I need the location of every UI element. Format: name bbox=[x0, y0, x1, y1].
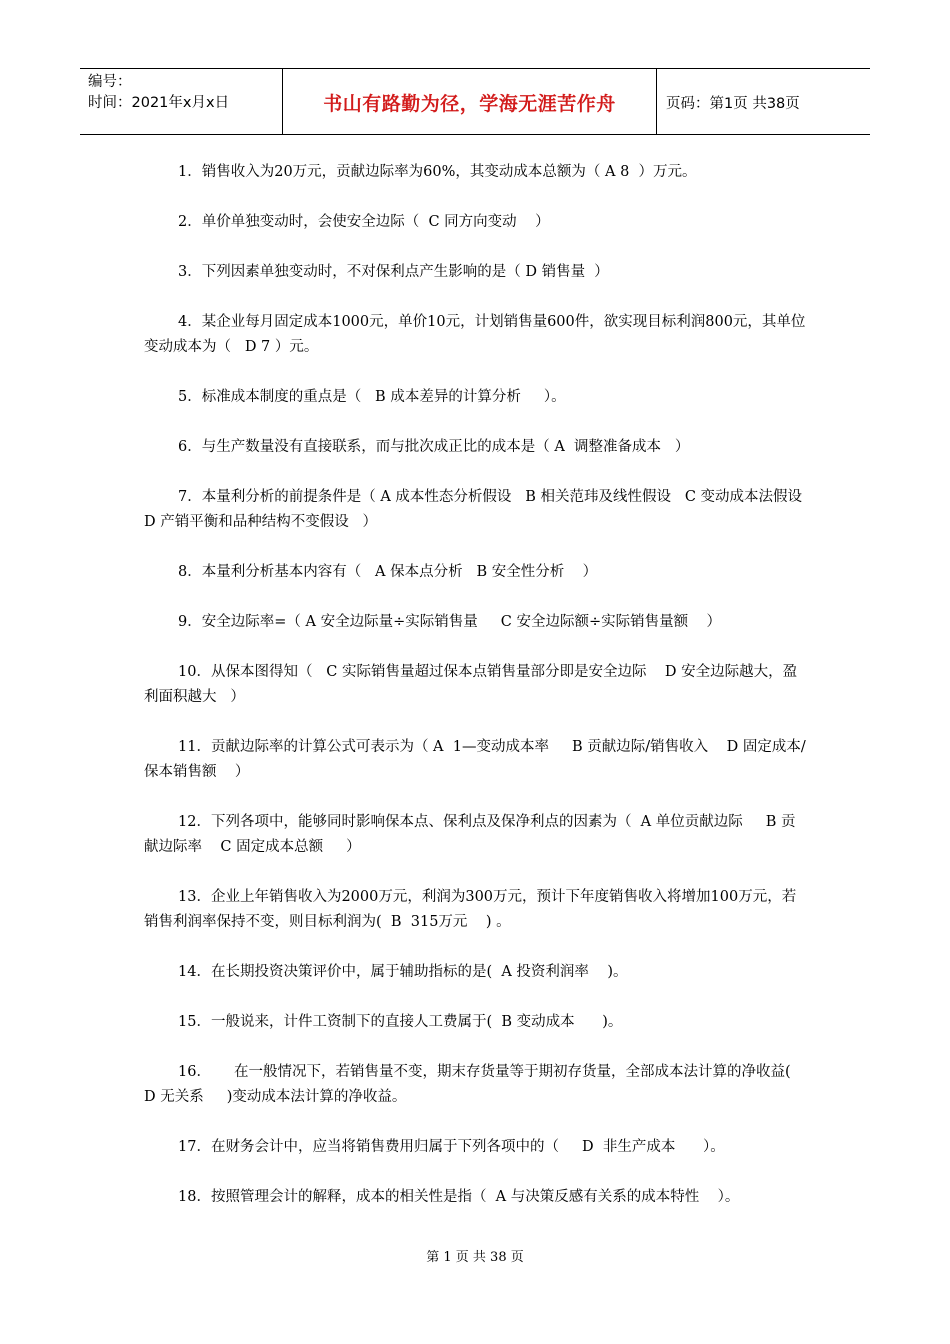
question-item: 18．按照管理会计的解释，成本的相关性是指（ A 与决策反感有关系的成本特性 ）。 bbox=[178, 1189, 740, 1205]
header-motto-cell bbox=[282, 69, 657, 134]
time-label: 时间：2021年x月x日 bbox=[88, 95, 230, 111]
question-item: 14．在长期投资决策评价中，属于辅助指标的是( A 投资利润率 )。 bbox=[178, 964, 628, 980]
question-list bbox=[144, 160, 816, 1210]
document-header bbox=[80, 68, 870, 135]
question-item: 7．本量利分析的前提条件是（ A 成本性态分析假设 B 相关范玮及线性假设 C 变动成本法假设 D 产销平衡和品种结构不变假设 ） bbox=[144, 489, 816, 530]
question-item: 15．一般说来，计件工资制下的直接人工费属于( B 变动成本 )。 bbox=[178, 1014, 623, 1030]
question-item: 3．下列因素单独变动时，不对保利点产生影响的是（ D 销售量 ） bbox=[178, 264, 609, 280]
header-page-info-cell bbox=[657, 69, 870, 134]
question-item: 16． 在一般情况下，若销售量不变，期末存货量等于期初存货量，全部成本法计算的净收益( D 无关系 )变动成本法计算的净收益。 bbox=[144, 1064, 800, 1105]
question-item: 8．本量利分析基本内容有（ A 保本点分析 B 安全性分析 ） bbox=[178, 564, 598, 580]
header-meta bbox=[80, 69, 282, 134]
number-label: 编号： bbox=[88, 74, 132, 90]
question-item: 6．与生产数量没有直接联系，而与批次成正比的成本是（ A 调整准备成本 ） bbox=[178, 439, 690, 455]
question-item: 17．在财务会计中，应当将销售费用归属于下列各项中的（ D 非生产成本 ）。 bbox=[178, 1139, 725, 1155]
motto-text: 书山有路勤为径，学海无涯苦作舟 bbox=[323, 93, 616, 115]
question-item: 12．下列各项中，能够同时影响保本点、保利点及保净利点的因素为（ A 单位贡献边际 B 贡献边际率 C 固定成本总额 ） bbox=[144, 814, 796, 855]
question-item: 1．销售收入为20万元，贡献边际率为60%，其变动成本总额为（ A 8 ）万元。 bbox=[178, 164, 697, 180]
question-item: 13．企业上年销售收入为2000万元，利润为300万元，预计下年度销售收入将增加100万元，若销售利润率保持不变，则目标利润为( B 315万元 ) 。 bbox=[144, 889, 797, 930]
question-item: 10．从保本图得知（ C 实际销售量超过保本点销售量部分即是安全边际 D 安全边际越大，盈利面积越大 ） bbox=[144, 664, 798, 705]
question-item: 5．标准成本制度的重点是（ B 成本差异的计算分析 ）。 bbox=[178, 389, 566, 405]
question-item: 9．安全边际率=（ A 安全边际量÷实际销售量 C 安全边际额÷实际销售量额 ） bbox=[178, 614, 722, 630]
question-item: 2．单价单独变动时，会使安全边际（ C 同方向变动 ） bbox=[178, 214, 550, 230]
question-item: 11．贡献边际率的计算公式可表示为（ A 1—变动成本率 B 贡献边际/销售收入 D 固定成本/保本销售额 ） bbox=[144, 739, 806, 780]
page-info: 页码：第1页 共38页 bbox=[666, 96, 800, 112]
question-item: 4．某企业每月固定成本1000元，单价10元，计划销售量600件，欲实现目标利润800元，其单位变动成本为（ D 7 ）元。 bbox=[144, 314, 806, 355]
page-footer: 第 1 页 共 38 页 bbox=[426, 1250, 524, 1265]
